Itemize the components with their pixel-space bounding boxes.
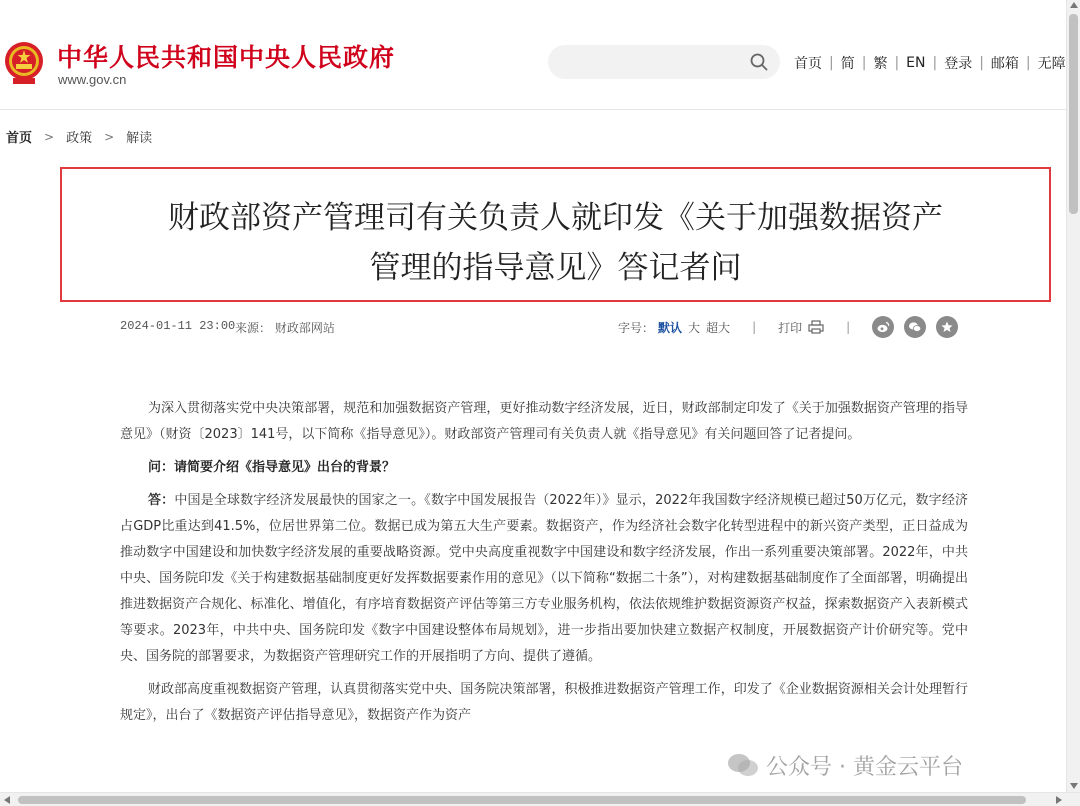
printer-icon bbox=[808, 320, 824, 334]
site-title[interactable]: 中华人民共和国中央人民政府 bbox=[57, 43, 396, 72]
vertical-scrollbar[interactable] bbox=[1066, 0, 1080, 792]
nav-english[interactable]: EN bbox=[906, 55, 926, 71]
nav-separator: | bbox=[979, 55, 984, 71]
chevron-right-icon: > bbox=[104, 129, 115, 144]
search-input[interactable] bbox=[548, 45, 780, 79]
national-emblem-icon[interactable] bbox=[3, 40, 45, 86]
nav-separator: | bbox=[932, 55, 938, 71]
font-size-label: 字号： bbox=[618, 320, 655, 335]
wechat-logo-icon bbox=[726, 752, 760, 778]
nav-separator: | bbox=[829, 55, 834, 71]
weibo-icon bbox=[876, 320, 890, 334]
article-body bbox=[120, 396, 968, 736]
site-header bbox=[0, 0, 1066, 110]
nav-separator: | bbox=[894, 55, 900, 71]
article-tools bbox=[618, 316, 958, 338]
scroll-left-arrow-icon[interactable] bbox=[4, 796, 10, 804]
scroll-right-arrow-icon[interactable] bbox=[1056, 796, 1062, 804]
tools-separator: | bbox=[752, 320, 757, 334]
nav-traditional[interactable]: 繁 bbox=[873, 56, 888, 72]
site-url[interactable]: www.gov.cn bbox=[58, 72, 127, 87]
nav-login[interactable]: 登录 bbox=[944, 56, 973, 72]
scroll-up-arrow-icon[interactable] bbox=[1070, 2, 1078, 8]
top-nav bbox=[788, 53, 1072, 73]
print-label: 打印 bbox=[778, 320, 803, 335]
publish-date: 2024-01-11 23:00 bbox=[120, 319, 236, 333]
nav-separator: | bbox=[1025, 55, 1031, 71]
article-title-line: 管理的指导意见》答记者问 bbox=[369, 250, 742, 286]
font-size-default-button[interactable]: 默认 bbox=[658, 320, 683, 335]
search-icon[interactable] bbox=[750, 53, 768, 71]
article-paragraph bbox=[120, 488, 968, 670]
print-button[interactable] bbox=[778, 319, 824, 336]
article-title-line: 财政部资产管理司有关负责人就印发《关于加强数据资产 bbox=[168, 200, 943, 236]
tools-separator: | bbox=[846, 320, 851, 334]
horizontal-scroll-thumb[interactable] bbox=[18, 796, 1026, 804]
nav-simplified[interactable]: 简 bbox=[840, 56, 855, 72]
article-title bbox=[62, 193, 1049, 293]
wechat-share-button[interactable] bbox=[904, 316, 926, 338]
watermark bbox=[726, 748, 963, 782]
breadcrumb bbox=[6, 127, 152, 146]
nav-separator: | bbox=[861, 55, 867, 71]
chevron-right-icon: > bbox=[44, 129, 55, 144]
watermark-text: 公众号 · 黄金云平台 bbox=[766, 754, 963, 780]
breadcrumb-home[interactable]: 首页 bbox=[6, 131, 33, 146]
answer-label: 答： bbox=[148, 493, 175, 508]
star-icon bbox=[940, 320, 954, 334]
scroll-down-arrow-icon[interactable] bbox=[1070, 783, 1078, 789]
article-paragraph: 财政部高度重视数据资产管理，认真贯彻落实党中央、国务院决策部署，积极推进数据资产管理工作，印发了《企业数据资源相关会计处理暂行规定》，出台了《数据资产评估指导意见》，数据资产作为资产 bbox=[120, 682, 968, 723]
breadcrumb-policy[interactable]: 政策 bbox=[66, 131, 93, 146]
article-title-box bbox=[60, 167, 1051, 302]
vertical-scroll-thumb[interactable] bbox=[1069, 14, 1078, 214]
favorite-button[interactable] bbox=[936, 316, 958, 338]
breadcrumb-interpretation[interactable]: 解读 bbox=[126, 131, 153, 146]
article-question: 问：请简要介绍《指导意见》出台的背景？ bbox=[148, 460, 396, 475]
font-size-xlarge-button[interactable]: 超大 bbox=[706, 320, 731, 335]
nav-accessibility[interactable]: 无障 bbox=[1037, 56, 1066, 72]
nav-home[interactable]: 首页 bbox=[794, 56, 822, 72]
wechat-icon bbox=[908, 320, 922, 334]
nav-mail[interactable]: 邮箱 bbox=[990, 56, 1019, 72]
font-size-large-button[interactable]: 大 bbox=[688, 320, 701, 335]
answer-text: 中国是全球数字经济发展最快的国家之一。《数字中国发展报告（2022年）》显示，2022年我国数字经济规模已超过50万亿元，数字经济占GDP比重达到41.5%，位居世界第二位。数据已成为第五大生产要素。数据资产，作为经济社会数字化转型进程中的新兴资产类型，正日益成为推动数字中国建设和加快数字经济发展的重要战略资源。党中央高度重视数字中国建设和数字经济发展，作出一系列重要决策部署。2022年，中共中央、国务院印发《关于构建数据基础制度更好发挥数据要素作用的意见》（以下简称“数据二十条”），对构建数据基础制度作了全面部署，明确提出推进数据资产合规化、标准化、增值化，有序培育数据资产评估等第三方专业服务机构，依法依规维护数据资源资产权益，探索数据资产入表新模式等要求。2023年，中共中央、国务院印发《数字中国建设整体布局规划》，进一步指出要加快建立数据产权制度，开展数据资产计价研究等。党中央、国务院的部署要求，为数据资产管理研究工作的开展指明了方向、提供了遵循。 bbox=[120, 493, 968, 664]
article-meta bbox=[120, 316, 970, 338]
horizontal-scrollbar[interactable] bbox=[0, 792, 1080, 806]
article-source: 来源： 财政部网站 bbox=[235, 321, 335, 335]
weibo-share-button[interactable] bbox=[872, 316, 894, 338]
article-paragraph: 为深入贯彻落实党中央决策部署，规范和加强数据资产管理，更好推动数字经济发展，近日，财政部制定印发了《关于加强数据资产管理的指导意见》（财资〔2023〕141号，以下简称《指导意见》）。财政部资产管理司有关负责人就《指导意见》有关问题回答了记者提问。 bbox=[120, 401, 968, 442]
